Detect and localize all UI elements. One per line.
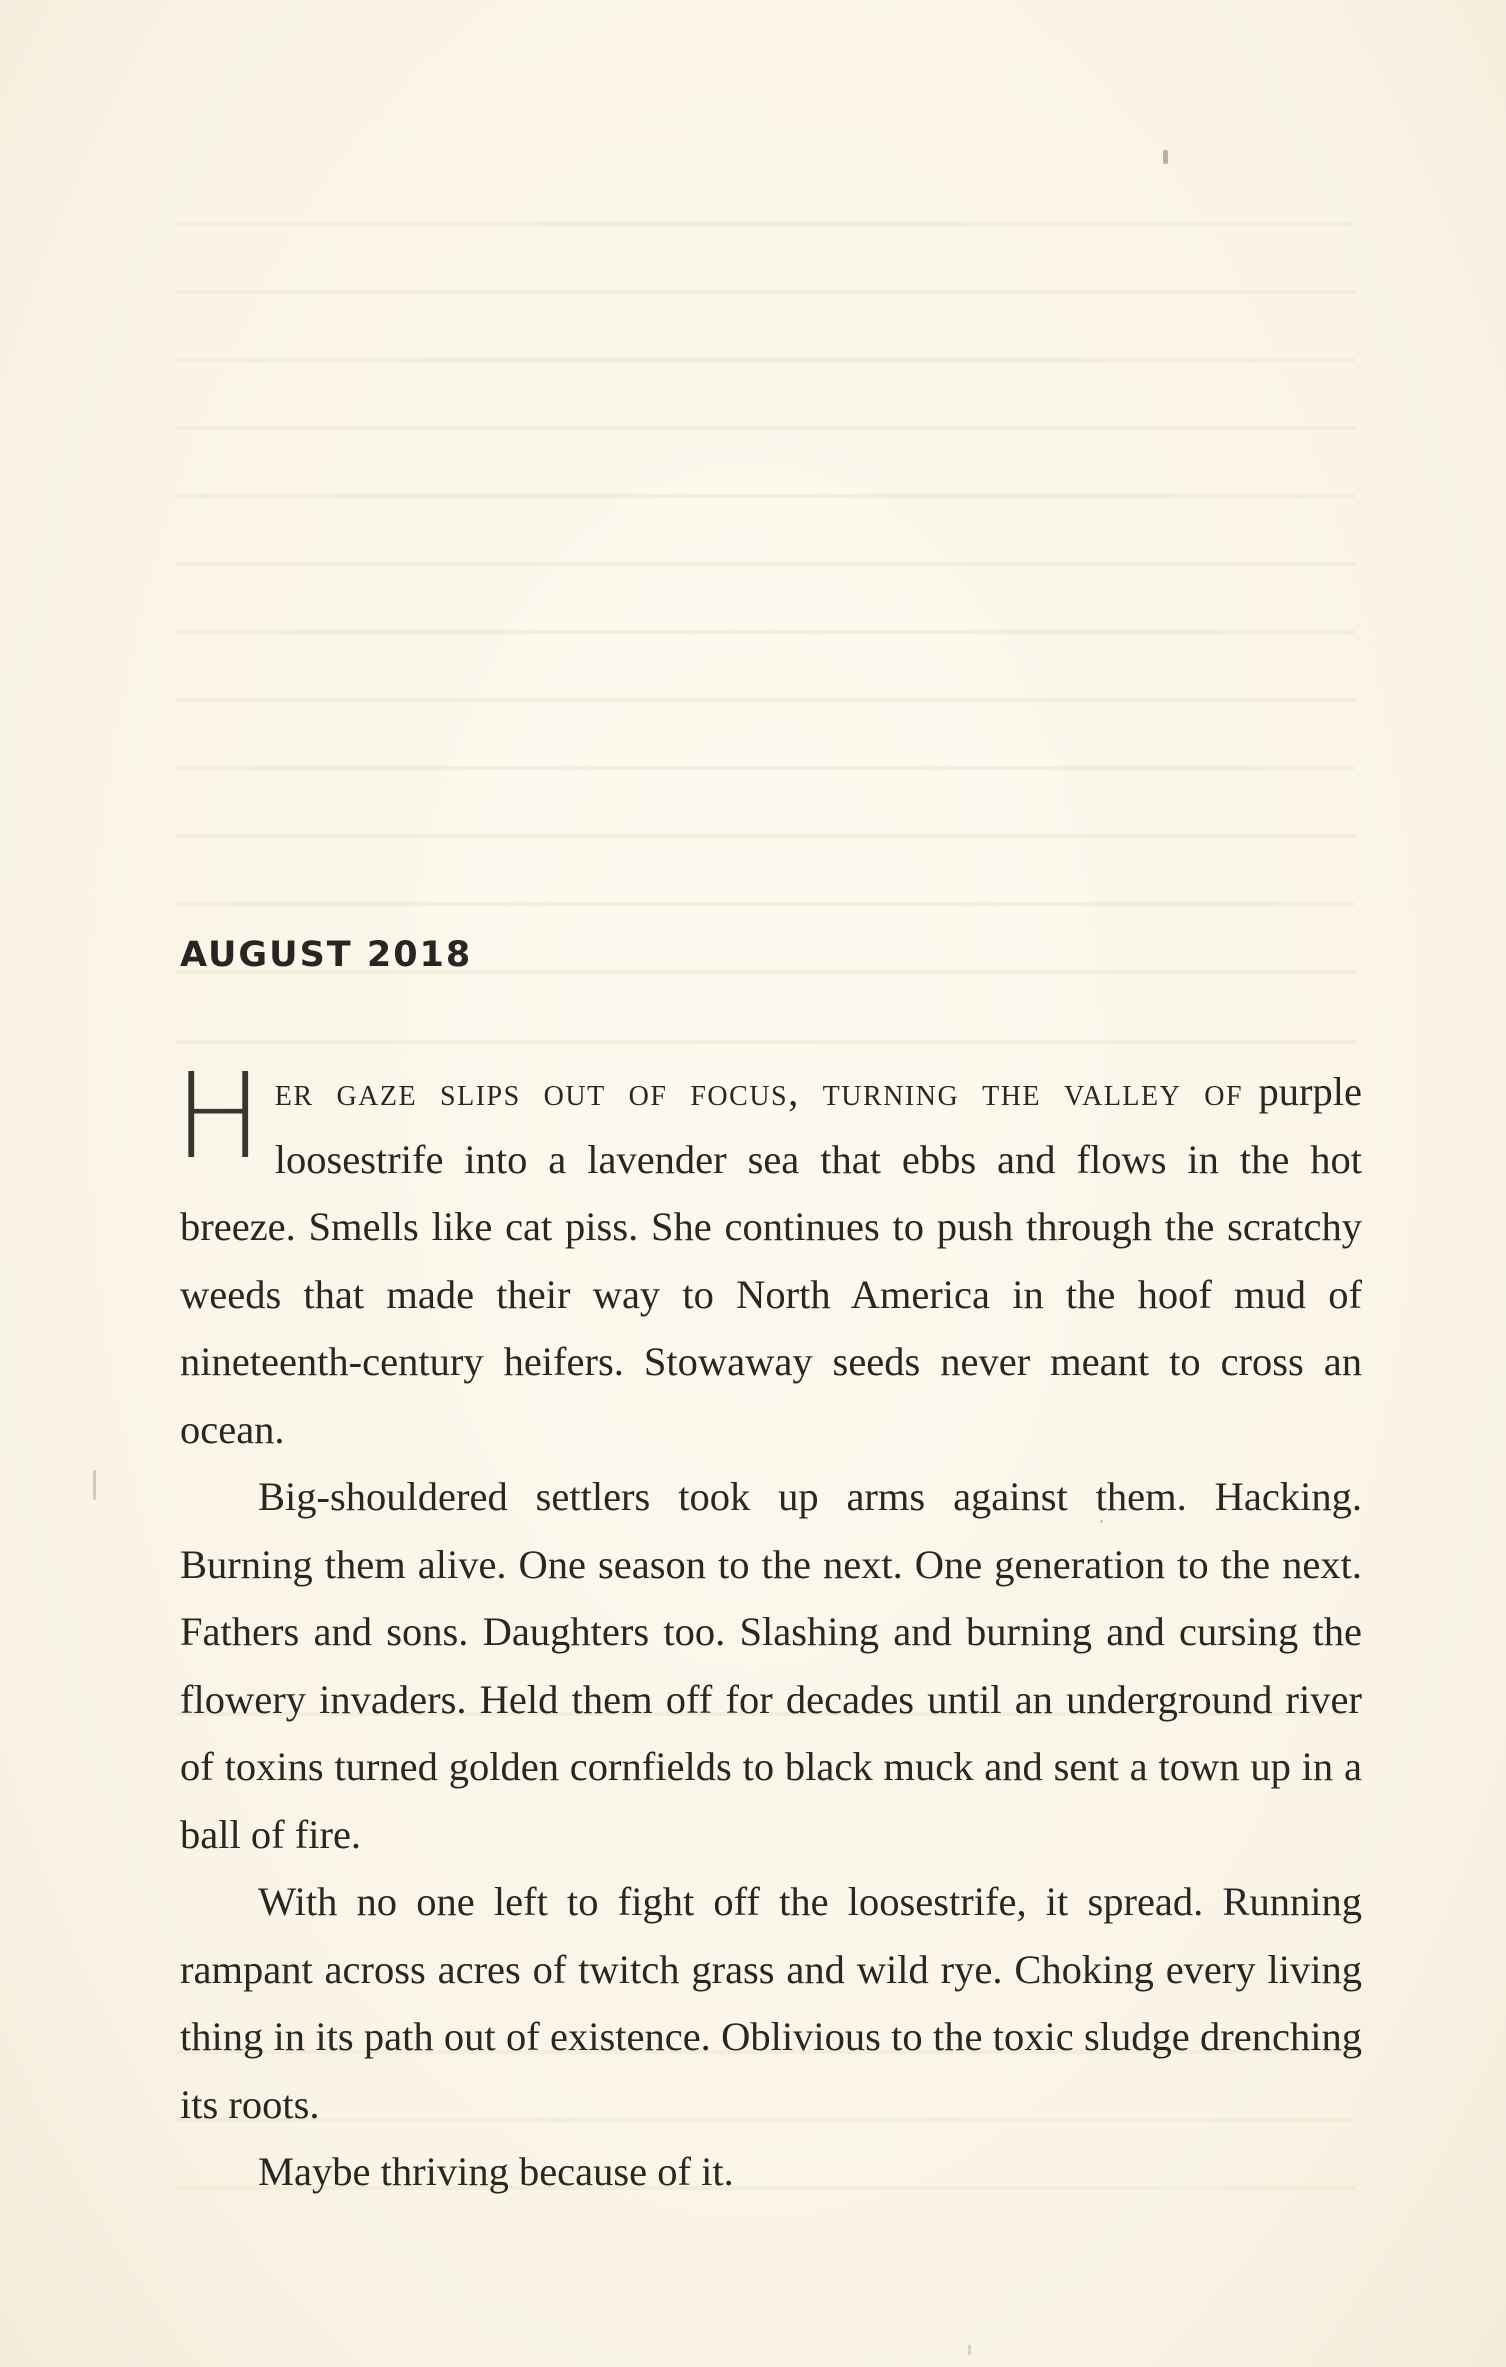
paragraph-2: Big-shouldered settlers took up arms against them. Hacking. Burning them alive. One season to the next. One generation to the next. Fathers and sons. Daughters too. Slashing and burning and cursing the flowery invaders. Held them off for decades until an underground river of toxins turned golden cornfields to black muck and sent a town up in a ball of fire.	[180, 1474, 1362, 1857]
paragraph-4: Maybe thriving because of it.	[258, 2149, 734, 2194]
paragraph-3: With no one left to fight off the loosestrife, it spread. Running rampant across acres of twitch grass and wild rye. Choking every living thing in its path out of existence. Oblivious to the toxic sludge drenching its roots.	[180, 1879, 1362, 2127]
bleed-through-line	[175, 426, 1355, 430]
bleed-through-line	[175, 630, 1355, 634]
bleed-through-line	[175, 698, 1355, 702]
bleed-through-line	[175, 358, 1355, 362]
bleed-through-line	[175, 290, 1355, 294]
chapter-date-heading: AUGUST 2018	[180, 935, 473, 975]
opening-small-caps: er gaze slips out of focus, turning the valley of	[274, 1069, 1244, 1114]
paragraph-1-text: purple loosestrife into a lavender sea that ebbs and flows in the hot breeze. Smells like cat piss. She continues to push through the scratchy weeds that made their way to North America in the hoof mud of nineteenth-century heifers. Stowaway seeds never meant to cross an ocean.	[180, 1069, 1363, 1452]
bleed-through-line	[175, 766, 1355, 770]
bleed-through-line	[175, 1040, 1355, 1044]
paragraph-1	[174, 1047, 1363, 1463]
bleed-through-line	[175, 834, 1355, 838]
chapter-body	[174, 1047, 1363, 2206]
bleed-through-line	[175, 902, 1355, 906]
paper-speck	[1163, 150, 1168, 164]
bleed-through-line	[175, 222, 1355, 226]
drop-cap: H	[174, 1047, 263, 1185]
paper-speck	[968, 2345, 971, 2355]
bleed-through-line	[175, 494, 1355, 498]
paper-speck	[93, 1470, 96, 1500]
bleed-through-line	[175, 562, 1355, 566]
